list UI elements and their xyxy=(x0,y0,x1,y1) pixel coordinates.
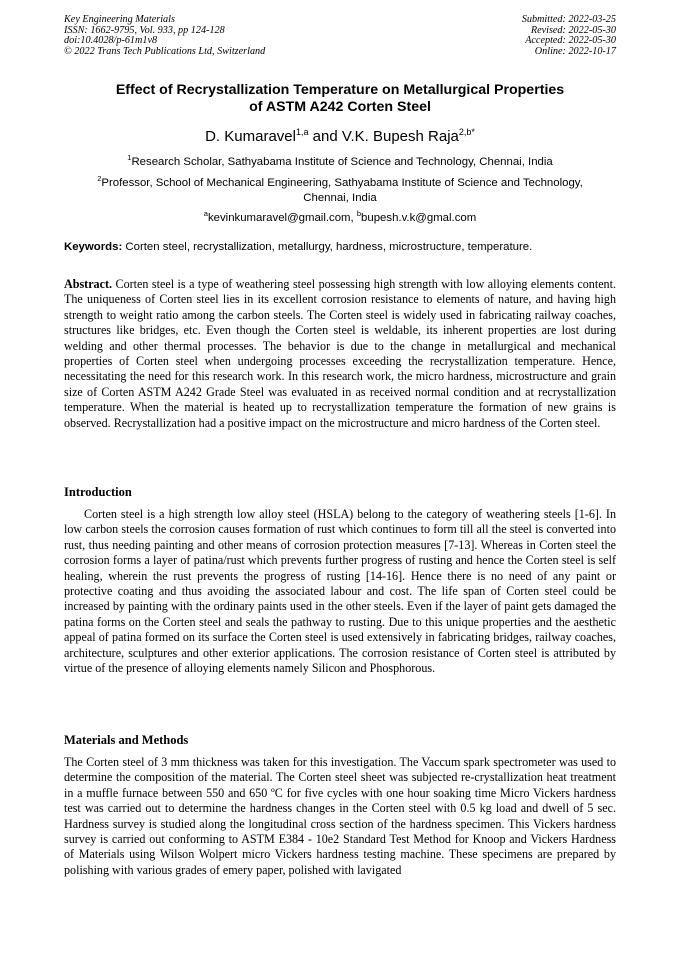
title-line-1: Effect of Recrystallization Temperature on Metallurgical Properties xyxy=(115,82,565,98)
online-date: Online: 2022-10-17 xyxy=(534,45,616,57)
issn: ISSN: 1662-9795, Vol. 933, pp 124-128 xyxy=(64,24,225,36)
email-a: kevinkumaravel@gmail.com, xyxy=(207,211,357,224)
aff-2-sup: 2 xyxy=(97,174,102,183)
email-b: bupesh.v.k@gmal.com xyxy=(361,211,477,224)
publication-dates xyxy=(522,15,616,57)
author-2: V.K. Bupesh Raja xyxy=(341,128,459,145)
aff-2-line-2: Chennai, India xyxy=(303,191,377,204)
methods-heading: Materials and Methods xyxy=(64,733,189,747)
affiliation-2 xyxy=(64,171,616,206)
abstract xyxy=(64,277,616,431)
paper-title xyxy=(64,82,616,116)
aff-1-text: Research Scholar, Sathyabama Institute of Science and Technology, Chennai, India xyxy=(131,155,553,168)
abstract-label: Abstract. xyxy=(64,277,113,291)
doi: doi:10.4028/p-61m1v8 xyxy=(64,35,158,47)
keywords-text: Corten steel, recrystallization, metallurgy, hardness, microstructure, temperature. xyxy=(122,241,533,253)
author-1-sup: 1,a xyxy=(295,127,309,137)
authors xyxy=(64,123,616,146)
keywords-label: Keywords: xyxy=(64,241,123,253)
abstract-text: Corten steel is a type of weathering steel possessing high strength with low alloying elements content. The uniqueness of Corten steel lies in its excellent corrosion resistance to elements of nature, and having high strength to weight ratio among the carbon steels. The Corten steel is widely used in fabricating railway coaches, structures like bridges, etc. Even though the Corten steel is weldable, its inherent properties are lost during welding and other thermal processes. The behavior is due to the change in metallurgical and mechanical properties of Corten steel when undergoing processes exceeding the recrystallization temperature. Hence, necessitating the need for this research work. In this research work, the micro hardness, microstructure and grain size of Corten ASTM A242 Grade Steel was evaluated in as received normal condition and at recrystallization temperature. When the material is heated up to recrystallization temperature the formation of new grains is observed. Recrystallization had a positive impact on the microstructure and micro hardness of the Corten steel. xyxy=(64,277,616,430)
accepted-date: Accepted: 2022-05-30 xyxy=(525,35,616,47)
author-and: and xyxy=(308,128,342,145)
keywords xyxy=(64,240,616,254)
methods-text: The Corten steel of 3 mm thickness was taken for this investigation. The Vaccum spark spectrometer was used to determine the composition of the material. The Corten steel sheet was subjected re-crystallization heat treatment in a muffle furnace between 550 and 650 ºC for five cycles with one hour soaking time Micro Vickers hardness test was carried out to determine the hardness changes in the Corten steel with 0.5 kg load and dwell of 5 sec. Hardness survey is studied along the longitudinal cross section of the hardness specimen. This Vickers hardness survey is carried out conforming to ASTM E384 - 10e2 Standard Test Method for Knoop and Vickers Hardness of Materials using Wilson Wolpert micro Vickers hardness testing machine. These specimens are prepared by polishing with various grades of emery paper, polished with lavigated xyxy=(64,755,616,877)
revised-date: Revised: 2022-05-30 xyxy=(530,24,616,36)
introduction-heading: Introduction xyxy=(64,485,132,499)
introduction-text: Corten steel is a high strength low alloy steel (HSLA) belong to the category of weathering steels [1-6]. In low carbon steels the corrosion causes formation of rust which continues to form till all the steel is converted into rust, thus needing painting and other means of corrosion protection measures [7-13]. Whereas in Corten steel the corrosion forms a layer of patina/rust which prevents further progress of rusting and hence the Corten steel is self healing, wherein the rust prevents the progress of rusting [14-16]. Hence there is no need of any paint or protective coating and thus avoiding the associated labour and cost. The life span of Corten steel could be increased by painting with the ordinary paints used in the other steels. Even if the layer of paint gets damaged the patina forms on the Corten steel and seals the pathway to rusting. Due to this unique properties and the aesthetic appeal of patina formed on its surface the Corten steel is used extensively in fabricating bridges, railway coaches, architecture, sculptures and other exterior applications. The corrosion resistance of Corten steel is attributed by virtue of the presence of alloying elements namely Silicon and Phosphorous. xyxy=(64,507,616,676)
aff-2-line-1: Professor, School of Mechanical Engineering, Sathyabama Institute of Science and Technology, xyxy=(101,176,583,189)
journal-info xyxy=(64,15,265,57)
author-1: D. Kumaravel xyxy=(205,128,296,145)
aff-1-sup: 1 xyxy=(127,153,132,162)
journal-name: Key Engineering Materials xyxy=(64,14,175,25)
email-b-sup: b xyxy=(356,209,362,218)
email-a-sup: a xyxy=(203,209,208,218)
author-2-sup: 2,b* xyxy=(458,127,475,137)
title-line-2: of ASTM A242 Corten Steel xyxy=(249,99,431,115)
copyright: © 2022 Trans Tech Publications Ltd, Switzerland xyxy=(64,45,266,57)
emails xyxy=(64,206,616,226)
submitted-date: Submitted: 2022-03-25 xyxy=(521,14,616,25)
affiliation-1 xyxy=(64,150,616,170)
